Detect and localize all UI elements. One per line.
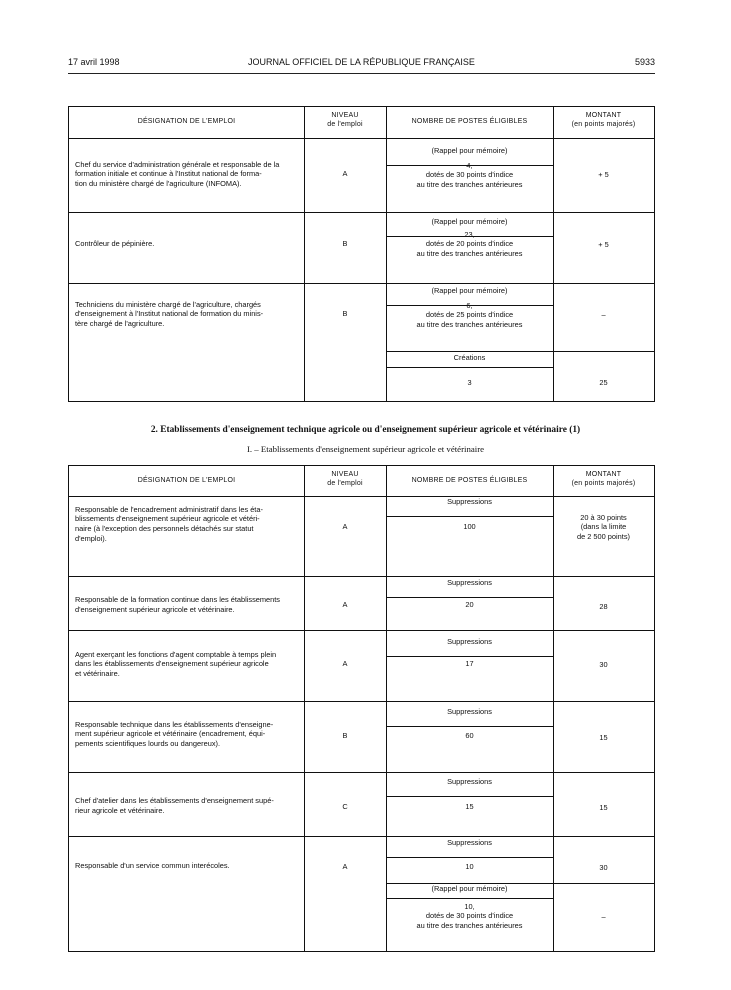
postes-label: Suppressions (447, 707, 492, 717)
row-divider (69, 576, 654, 577)
niveau-value: A (342, 659, 348, 669)
montant-value: (dans la limite (580, 522, 627, 532)
niveau-value: B (342, 239, 348, 249)
designation-line: d'enseignement à l'Institut national de formation du minis- (75, 309, 264, 319)
designation-line: rieur agricole et vétérinaire. (75, 806, 165, 815)
col-header-niveau: NIVEAU (331, 112, 359, 119)
row-divider (69, 212, 654, 213)
montant-value: + 5 (598, 170, 609, 180)
designation-line: Techniciens du ministère chargé de l'agriculture, chargés (75, 299, 261, 309)
montant-value: 25 (599, 378, 608, 388)
postes-label: (Rappel pour mémoire) (431, 286, 508, 296)
postes-value: 10 (465, 862, 474, 872)
column-divider (304, 466, 305, 951)
col-header-montant: MONTANT (585, 112, 622, 119)
section-title: 2. Etablissements d'enseignement technique agricole ou d'enseignement supérieur agricole et vétérinaire (1) (150, 425, 581, 435)
postes-value: 6, (466, 300, 473, 310)
postes-label: (Rappel pour mémoire) (431, 217, 508, 227)
postes-value: 15 (465, 802, 474, 812)
table-primes-1 (68, 106, 655, 402)
postes-value: au titre des tranches antérieures (416, 319, 523, 329)
postes-value: 10, (464, 901, 475, 911)
postes-value: 60 (465, 731, 474, 741)
row-divider (69, 836, 654, 837)
label-divider (386, 726, 553, 727)
niveau-value: B (342, 309, 348, 319)
column-divider (553, 107, 554, 401)
header-rule (68, 73, 655, 74)
postes-value: au titre des tranches antérieures (416, 179, 523, 189)
designation-line: Responsable de l'encadrement administratif dans les éta- (75, 504, 263, 514)
montant-value: de 2 500 points) (576, 531, 630, 541)
postes-value: 3 (467, 378, 472, 388)
col-header-montant: MONTANT (585, 471, 622, 478)
subsection-title: I. – Etablissements d'enseignement supérieur agricole et vétérinaire (246, 444, 485, 454)
montant-value: – (601, 912, 606, 922)
label-divider (386, 516, 553, 517)
postes-value: dotés de 30 points d'indice (425, 170, 514, 180)
postes-label: (Rappel pour mémoire) (431, 884, 508, 894)
niveau-value: A (342, 862, 348, 872)
col-header-designation: DÉSIGNATION DE L'EMPLOI (137, 118, 236, 125)
designation-line: d'emploi). (75, 533, 107, 543)
label-divider (386, 597, 553, 598)
label-divider (386, 367, 553, 368)
designation-line: formation initiale et continue à l'Institut national de forma- (75, 169, 262, 179)
postes-value: dotés de 20 points d'indice (425, 239, 514, 249)
row-divider (69, 701, 654, 702)
designation-line: tère chargé de l'agriculture. (75, 318, 165, 328)
row-divider (69, 630, 654, 631)
postes-label: Suppressions (447, 838, 492, 848)
designation-line: Responsable d'un service commun interécoles. (75, 861, 230, 871)
designation-line: Agent exerçant les fonctions d'agent comptable à temps plein (75, 649, 277, 659)
col-header-nombre: NOMBRE DE POSTES ÉLIGIBLES (411, 118, 528, 125)
montant-value: 28 (599, 602, 608, 612)
postes-label: (Rappel pour mémoire) (431, 146, 508, 156)
niveau-value: B (342, 731, 348, 741)
col-header-nombre: NOMBRE DE POSTES ÉLIGIBLES (411, 477, 528, 484)
row-divider (69, 772, 654, 773)
designation-line: et vétérinaire. (75, 668, 120, 678)
postes-label: Suppressions (447, 497, 492, 507)
niveau-value: A (342, 600, 348, 610)
designation-line: Chef du service d'administration générale et responsable de la (75, 159, 280, 169)
page-header (68, 57, 655, 71)
postes-label: Suppressions (447, 578, 492, 588)
montant-value: 15 (599, 803, 608, 813)
row-divider (69, 283, 654, 284)
designation-line: blissements d'enseignement supérieur agricole et vétéri- (75, 514, 260, 524)
postes-value: 20 (465, 600, 474, 610)
designation-line: naire (à l'exception des personnels détachés sur statut (75, 524, 254, 533)
postes-label: Suppressions (447, 777, 492, 787)
montant-value: – (601, 310, 606, 320)
header-date: 17 avril 1998 (68, 57, 120, 67)
page-number: 5933 (634, 57, 655, 67)
postes-value: 17 (465, 659, 474, 669)
col-header-montant-sub: (en points majorés) (571, 121, 636, 128)
col-header-niveau-sub: de l'emploi (327, 480, 363, 487)
label-divider (386, 656, 553, 657)
montant-value: 15 (599, 733, 608, 743)
column-divider (304, 107, 305, 401)
niveau-value: A (342, 522, 348, 532)
col-header-niveau-sub: de l'emploi (327, 121, 363, 128)
montant-value: 30 (599, 863, 608, 873)
designation-line: dans les établissements d'enseignement supérieur agricole (75, 659, 269, 669)
label-divider (386, 796, 553, 797)
postes-value: dotés de 30 points d'indice (425, 911, 514, 921)
label-divider (386, 898, 553, 899)
designation-line: ment supérieur agricole et vétérinaire (encadrement, équi- (75, 729, 266, 739)
designation-line: tion du ministère chargé de l'agriculture (INFOMA). (75, 178, 242, 188)
journal-title: JOURNAL OFFICIEL DE LA RÉPUBLIQUE FRANÇAISE (248, 57, 475, 67)
postes-label: Suppressions (447, 637, 492, 647)
designation-line: Responsable de la formation continue dans les établissements (75, 595, 281, 605)
niveau-value: A (342, 169, 348, 179)
montant-value: 30 (599, 660, 608, 670)
postes-label: Créations (453, 353, 486, 363)
designation-line: d'enseignement supérieur agricole et vétérinaire. (75, 605, 235, 614)
montant-value: + 5 (598, 240, 609, 250)
col-header-niveau: NIVEAU (331, 471, 359, 478)
designation-line: Responsable technique dans les établissements d'enseigne- (75, 719, 274, 729)
label-divider (386, 857, 553, 858)
niveau-value: C (342, 802, 348, 812)
postes-value: au titre des tranches antérieures (416, 920, 523, 930)
postes-value: 100 (463, 522, 476, 532)
designation-line: pements scientifiques lourds ou dangereux). (75, 738, 221, 748)
col-header-montant-sub: (en points majorés) (571, 480, 636, 487)
designation-line: Chef d'atelier dans les établissements d'enseignement supé- (75, 796, 274, 806)
postes-value: dotés de 25 points d'indice (425, 310, 514, 320)
sub-row-divider (386, 351, 654, 352)
header-divider (69, 138, 654, 139)
montant-value: 20 à 30 points (580, 512, 627, 522)
col-header-designation: DÉSIGNATION DE L'EMPLOI (137, 477, 236, 484)
postes-value: au titre des tranches antérieures (416, 248, 523, 258)
postes-value: 23, (464, 229, 475, 239)
designation-line: Contrôleur de pépinière. (75, 239, 155, 249)
header-divider (69, 496, 654, 497)
postes-value: 4, (466, 160, 473, 170)
table-primes-2 (68, 465, 655, 952)
